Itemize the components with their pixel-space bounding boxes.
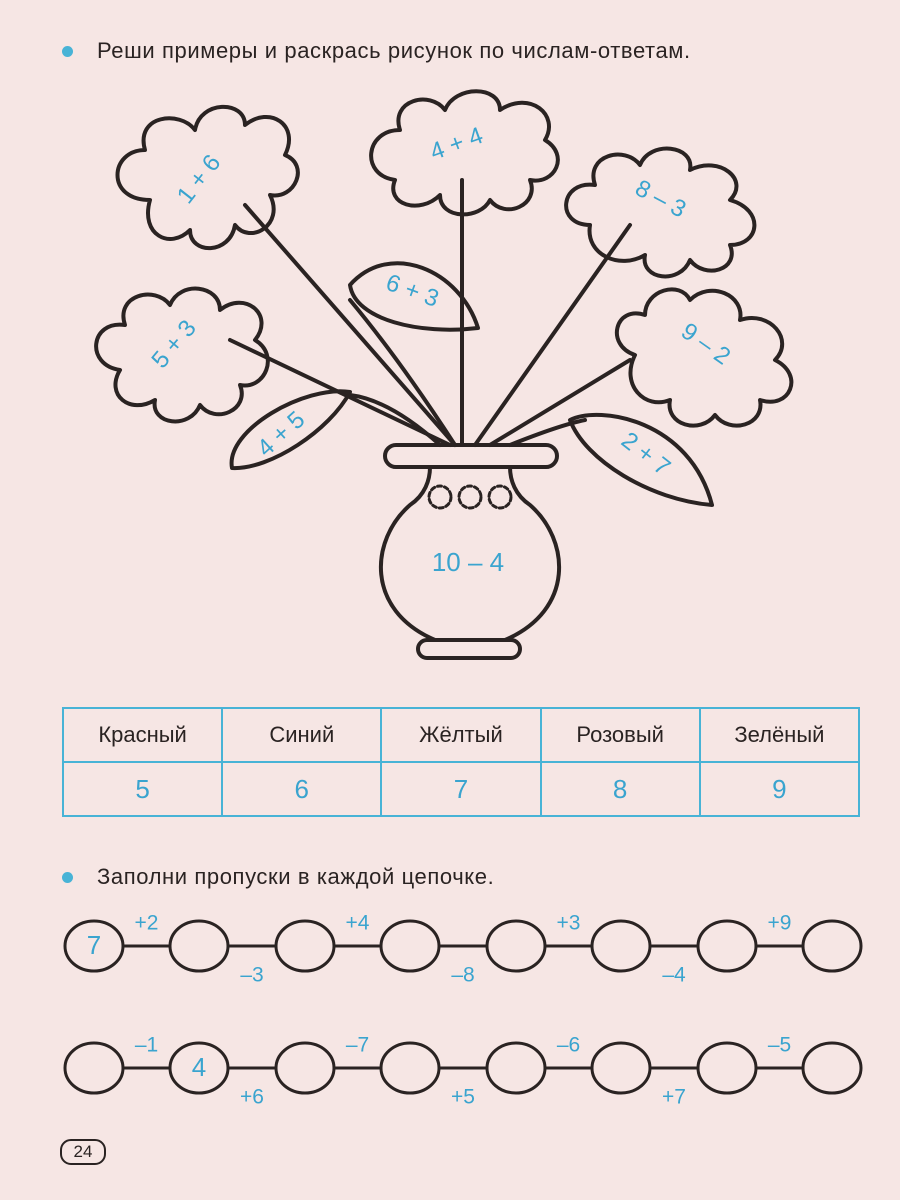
- chain-operation-label: +5: [451, 1085, 475, 1109]
- chain-circle[interactable]: [487, 921, 545, 971]
- chain-circle[interactable]: [381, 921, 439, 971]
- color-name-cell: Синий: [222, 708, 381, 762]
- chain-circle[interactable]: [698, 1043, 756, 1093]
- task-1-text: Реши примеры и раскрась рисунок по числам-ответам.: [97, 38, 691, 63]
- chain-operation-label: –7: [345, 1033, 370, 1057]
- chain-circle[interactable]: [170, 921, 228, 971]
- color-number-cell: 6: [222, 762, 381, 816]
- chain-circle[interactable]: [276, 921, 334, 971]
- chain-circle[interactable]: [487, 1043, 545, 1093]
- chain-circle[interactable]: [803, 1043, 861, 1093]
- leaf-left-expr: 4 + 5: [252, 406, 311, 463]
- chain-operation-label: +7: [662, 1085, 686, 1109]
- chain-circle-value: 4: [191, 1051, 207, 1082]
- chain-operation-label: –6: [556, 1033, 581, 1057]
- vase-expr: 10 – 4: [431, 546, 505, 577]
- flower-mid-right-expr: 9 – 2: [676, 317, 736, 371]
- chain-operation-label: –5: [767, 1033, 792, 1057]
- color-number-cell: 5: [63, 762, 222, 816]
- chain-operation-label: –8: [451, 963, 475, 987]
- chain-circle-value: 7: [86, 929, 102, 960]
- page-number: 24: [60, 1139, 106, 1165]
- flower-mid-left-expr: 5 + 3: [146, 314, 202, 374]
- chain-operation-label: –4: [662, 963, 686, 987]
- chain-circle[interactable]: [803, 921, 861, 971]
- flower-top-right-expr: 8 – 3: [630, 174, 691, 224]
- chain-circle[interactable]: [65, 1043, 123, 1093]
- chain-circle[interactable]: [381, 1043, 439, 1093]
- chain-circle[interactable]: [276, 1043, 334, 1093]
- chain-operation-label: +2: [134, 911, 159, 935]
- color-number-cell: 8: [541, 762, 700, 816]
- chain-operation-label: –3: [240, 963, 264, 987]
- leaf-right-expr: 2 + 7: [616, 426, 676, 482]
- chain-circle[interactable]: [592, 1043, 650, 1093]
- chain-operation-label: +3: [556, 911, 581, 935]
- flower-top-left-expr: 1 + 6: [171, 149, 227, 209]
- chain-operation-label: +6: [240, 1085, 264, 1109]
- chain-operation-label: +9: [767, 911, 792, 935]
- color-name-cell: Жёлтый: [381, 708, 540, 762]
- chain-circle[interactable]: [592, 921, 650, 971]
- color-number-cell: 7: [381, 762, 540, 816]
- color-name-cell: Розовый: [541, 708, 700, 762]
- chain-operation-label: –1: [134, 1033, 159, 1057]
- chain-circle[interactable]: [698, 921, 756, 971]
- task-2-text: Заполни пропуски в каждой цепочке.: [97, 864, 495, 889]
- color-name-cell: Зелёный: [700, 708, 859, 762]
- leaf-center-expr: 6 + 3: [382, 268, 443, 313]
- flower-top-center-expr: 4 + 4: [426, 121, 487, 166]
- color-number-cell: 9: [700, 762, 859, 816]
- chain-operation-label: +4: [345, 911, 370, 935]
- color-name-cell: Красный: [63, 708, 222, 762]
